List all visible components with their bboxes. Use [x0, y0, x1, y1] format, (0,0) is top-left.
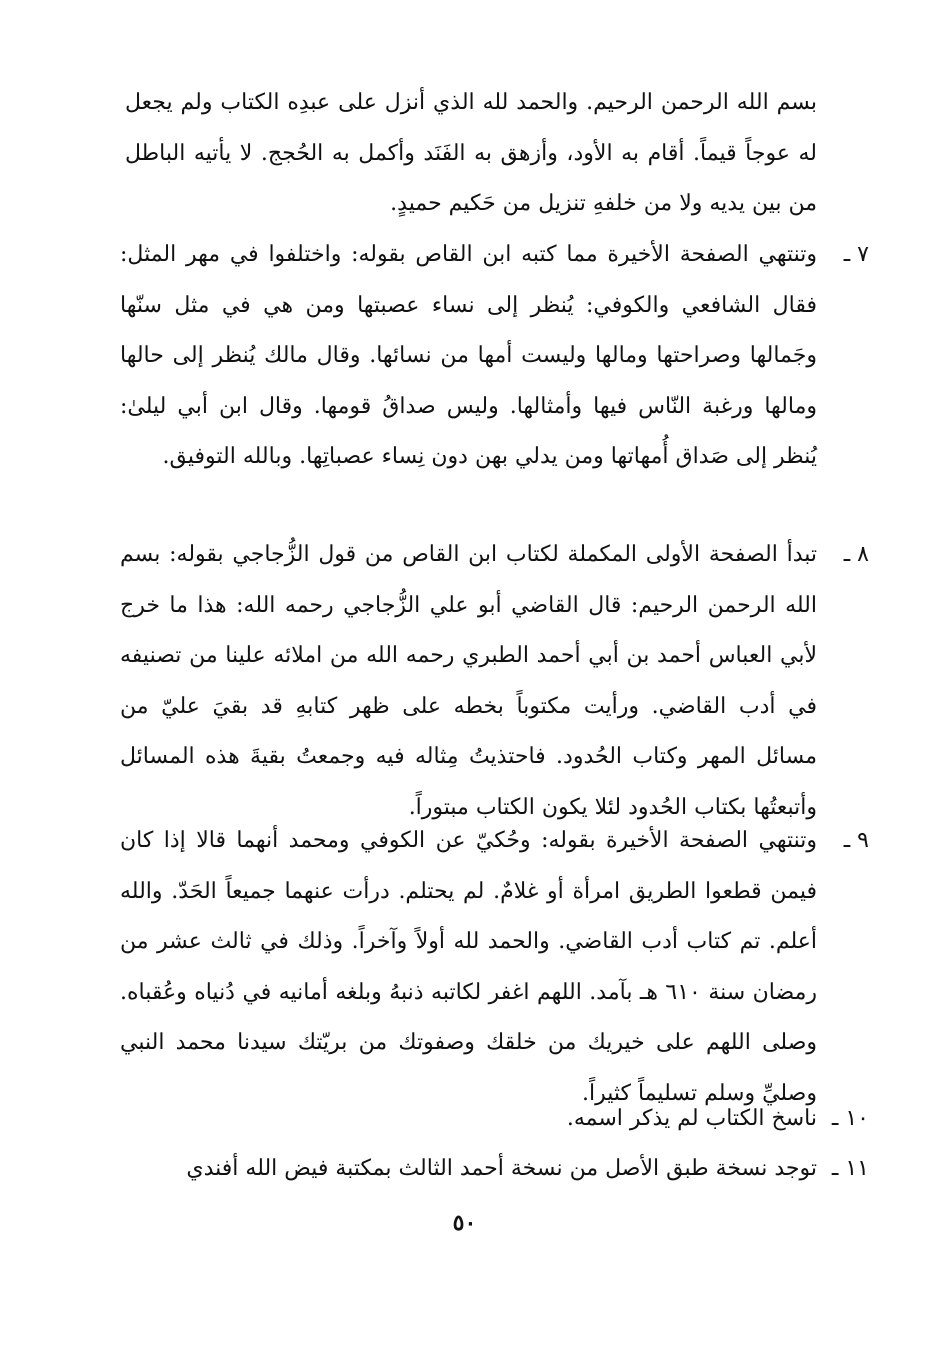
footnote-text: ناسخ الكتاب لم يذكر اسمه. [566, 1106, 817, 1131]
footnote-8 [120, 530, 869, 833]
footnote-number: ١١ ـ [831, 1156, 869, 1181]
intro-paragraph [125, 78, 817, 230]
page-number: ٥٠ [452, 1210, 477, 1236]
footnote-number: ٧ ـ [843, 242, 869, 267]
footnote-text: وتنتهي الصفحة الأخيرة بقوله: وحُكيّ عن الكوفي ومحمد أنهما قالا إذا كان فيمن قطعوا الطريق امرأة أو غلامٌ. لم يحتلم. درأت عنهما جميعاً الحَدّ. والله أعلم. تم كتاب أدب القاضي. والحمد لله أولاً وآخراً. وذلك في ثالث عشر من رمضان سنة ٦١٠ هـ بآمد. اللهم اغفر لكاتبه ذنبهُ وبلغه أمانيه في دُنياه وعُقباه. وصلى اللهم على خيريك من خلقك وصفوتك من بريّتك سيدنا محمد النبي وصليِّ وسلم تسليماً كثيراً. [120, 828, 817, 1106]
intro-text: بسم الله الرحمن الرحيم. والحمد لله الذي أنزل على عبدِه الكتاب ولم يجعل له عوجاً قيماً. أقام به الأود، وأزهق به الفَنَد وأكمل به الحُجج. لا يأتيه الباطل من بين يديه ولا من خلفهِ تنزيل من حَكيم حميدٍ. [125, 90, 817, 216]
footnote-text: تبدأ الصفحة الأولى المكملة لكتاب ابن القاص من قول الزُّجاجي بقوله: بسم الله الرحمن الرحيم: قال القاضي أبو علي الزُّجاجي رحمه الله: هذا ما خرج لأبي العباس أحمد بن أبي أحمد الطبري رحمه الله من املائه علينا من تصنيفه في أدب القاضي. ورأيت مكتوباً بخطه على ظهر كتابهِ قد بقيَ عليّ من مسائل المهر وكتاب الحُدود. فاحتذيتُ مِثاله فيه وجمعتُ بقيةَ هذه المسائل وأتبعتُها بكتاب الحُدود لئلا يكون الكتاب مبتوراً. [120, 542, 817, 820]
footnote-number: ٩ ـ [843, 828, 869, 853]
footnote-11 [120, 1144, 869, 1195]
footnote-text: وتنتهي الصفحة الأخيرة مما كتبه ابن القاص بقوله: واختلفوا في مهر المثل: فقال الشافعي والكوفي: يُنظر إلى نساء عصبتها ومن هي في مثل سنّها وجَمالها وصراحتها ومالها وليست أمها من نسائها. وقال مالك يُنظر إلى حالها ومالها ورغبة النّاس فيها وأمثالها. وليس صداقُ قومها. وقال ابن أبي ليلىٰ: يُنظر إلى صَداق أُمهاتها ومن يدلي بهن دون نِساء عصباتِها. وبالله التوفيق. [120, 242, 817, 469]
footnote-7 [120, 230, 869, 483]
footnote-10 [120, 1094, 869, 1145]
footnote-number: ١٠ ـ [831, 1106, 869, 1131]
footnote-text: توجد نسخة طبق الأصل من نسخة أحمد الثالث بمكتبة فيض الله أفندي [186, 1156, 817, 1181]
footnote-number: ٨ ـ [843, 542, 869, 567]
